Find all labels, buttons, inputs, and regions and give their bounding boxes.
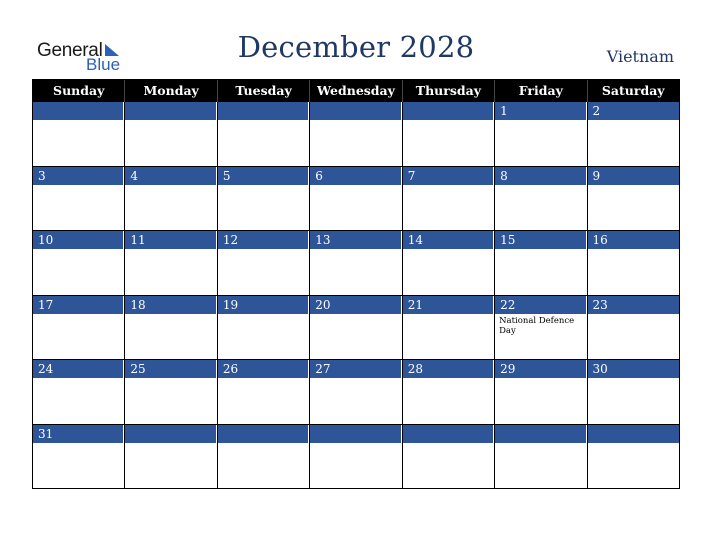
day-number: 27 (310, 360, 401, 378)
day-cell (33, 167, 125, 232)
day-event (403, 249, 494, 295)
day-cell (125, 167, 217, 232)
day-cell (588, 425, 680, 490)
day-number: 5 (218, 167, 309, 185)
page-title: December 2028 (237, 30, 475, 64)
day-event (310, 443, 401, 489)
day-cell (218, 296, 310, 361)
day-event (495, 249, 586, 295)
day-number: 13 (310, 231, 401, 249)
day-number: 14 (403, 231, 494, 249)
day-number: 24 (33, 360, 124, 378)
weekday-header (33, 80, 680, 102)
logo-text-blue: Blue (86, 55, 121, 74)
day-number: 10 (33, 231, 124, 249)
day-number: 18 (125, 296, 216, 314)
day-cell (218, 102, 310, 167)
day-number: 22 (495, 296, 586, 314)
weekday-thursday: Thursday (403, 80, 495, 102)
day-cell (218, 425, 310, 490)
calendar-week-row (33, 167, 680, 232)
day-event: National Defence Day (499, 315, 575, 336)
day-number: 21 (403, 296, 494, 314)
day-event (33, 120, 124, 166)
day-cell (310, 360, 402, 425)
logo-text-general: General (37, 40, 103, 61)
day-cell (495, 231, 587, 296)
day-number: 4 (125, 167, 216, 185)
day-event (495, 120, 586, 166)
day-event (33, 249, 124, 295)
day-cell (310, 231, 402, 296)
calendar-weeks (33, 102, 680, 489)
day-event (495, 378, 586, 424)
day-cell (125, 231, 217, 296)
day-event (218, 249, 309, 295)
day-number: 6 (310, 167, 401, 185)
day-cell (310, 102, 402, 167)
day-event (588, 249, 679, 295)
day-event (310, 120, 401, 166)
day-event (588, 443, 679, 489)
day-number: 25 (125, 360, 216, 378)
day-cell (588, 167, 680, 232)
day-cell (218, 167, 310, 232)
day-event (218, 120, 309, 166)
day-number: 7 (403, 167, 494, 185)
day-number: 17 (33, 296, 124, 314)
day-event (588, 120, 679, 166)
day-number: 2 (588, 102, 679, 120)
day-number: 29 (495, 360, 586, 378)
day-number (218, 425, 309, 443)
day-event (588, 314, 679, 360)
weekday-wednesday: Wednesday (310, 80, 402, 102)
day-number: 8 (495, 167, 586, 185)
day-cell (33, 231, 125, 296)
day-cell (403, 296, 495, 361)
day-cell (403, 425, 495, 490)
day-number (403, 425, 494, 443)
calendar-week-row (33, 360, 680, 425)
day-cell (403, 102, 495, 167)
calendar-grid (32, 79, 680, 489)
day-event (218, 185, 309, 231)
day-cell (403, 167, 495, 232)
day-event (310, 314, 401, 360)
day-cell (403, 231, 495, 296)
day-number: 1 (495, 102, 586, 120)
day-cell (588, 360, 680, 425)
day-number: 30 (588, 360, 679, 378)
day-number: 11 (125, 231, 216, 249)
day-number: 26 (218, 360, 309, 378)
day-event (33, 314, 124, 360)
day-event (125, 314, 216, 360)
weekday-tuesday: Tuesday (218, 80, 310, 102)
day-cell (495, 102, 587, 167)
day-number (125, 425, 216, 443)
day-event (495, 443, 586, 489)
day-event (403, 120, 494, 166)
day-number (310, 425, 401, 443)
day-event (125, 378, 216, 424)
day-event (33, 378, 124, 424)
day-cell (588, 296, 680, 361)
day-cell (495, 167, 587, 232)
day-cell (588, 102, 680, 167)
day-cell (495, 296, 587, 361)
day-number (588, 425, 679, 443)
weekday-sunday: Sunday (33, 80, 125, 102)
day-event (125, 185, 216, 231)
day-number: 20 (310, 296, 401, 314)
day-cell (495, 360, 587, 425)
day-cell (125, 102, 217, 167)
day-number: 28 (403, 360, 494, 378)
day-number (403, 102, 494, 120)
day-event (588, 185, 679, 231)
day-event (125, 120, 216, 166)
day-cell (33, 425, 125, 490)
day-number (33, 102, 124, 120)
day-number (218, 102, 309, 120)
weekday-friday: Friday (495, 80, 587, 102)
day-cell (310, 425, 402, 490)
day-cell (218, 360, 310, 425)
day-number: 16 (588, 231, 679, 249)
day-event (218, 443, 309, 489)
day-number (310, 102, 401, 120)
day-number: 15 (495, 231, 586, 249)
day-cell (403, 360, 495, 425)
calendar-week-row (33, 231, 680, 296)
day-number: 3 (33, 167, 124, 185)
day-number: 19 (218, 296, 309, 314)
weekday-monday: Monday (125, 80, 217, 102)
day-cell (310, 296, 402, 361)
day-event (403, 378, 494, 424)
day-event (403, 443, 494, 489)
day-cell (495, 425, 587, 490)
day-cell (33, 102, 125, 167)
calendar-week-row (33, 425, 680, 490)
day-event (33, 443, 124, 489)
day-cell (33, 296, 125, 361)
day-cell (310, 167, 402, 232)
day-cell (588, 231, 680, 296)
calendar-week-row (33, 102, 680, 167)
day-event (33, 185, 124, 231)
day-event (403, 185, 494, 231)
day-cell (125, 425, 217, 490)
day-number: 23 (588, 296, 679, 314)
day-number: 31 (33, 425, 124, 443)
day-event (310, 378, 401, 424)
day-number (125, 102, 216, 120)
day-number: 12 (218, 231, 309, 249)
weekday-saturday: Saturday (588, 80, 680, 102)
day-event (125, 443, 216, 489)
day-event (403, 314, 494, 360)
day-event (218, 378, 309, 424)
day-number (495, 425, 586, 443)
day-number: 9 (588, 167, 679, 185)
day-cell (33, 360, 125, 425)
day-event (310, 249, 401, 295)
day-cell (125, 296, 217, 361)
country-label: Vietnam (606, 47, 674, 66)
day-event (588, 378, 679, 424)
day-event (310, 185, 401, 231)
day-cell (218, 231, 310, 296)
day-event (495, 185, 586, 231)
day-event (125, 249, 216, 295)
day-cell (125, 360, 217, 425)
calendar-week-row (33, 296, 680, 361)
day-event (218, 314, 309, 360)
